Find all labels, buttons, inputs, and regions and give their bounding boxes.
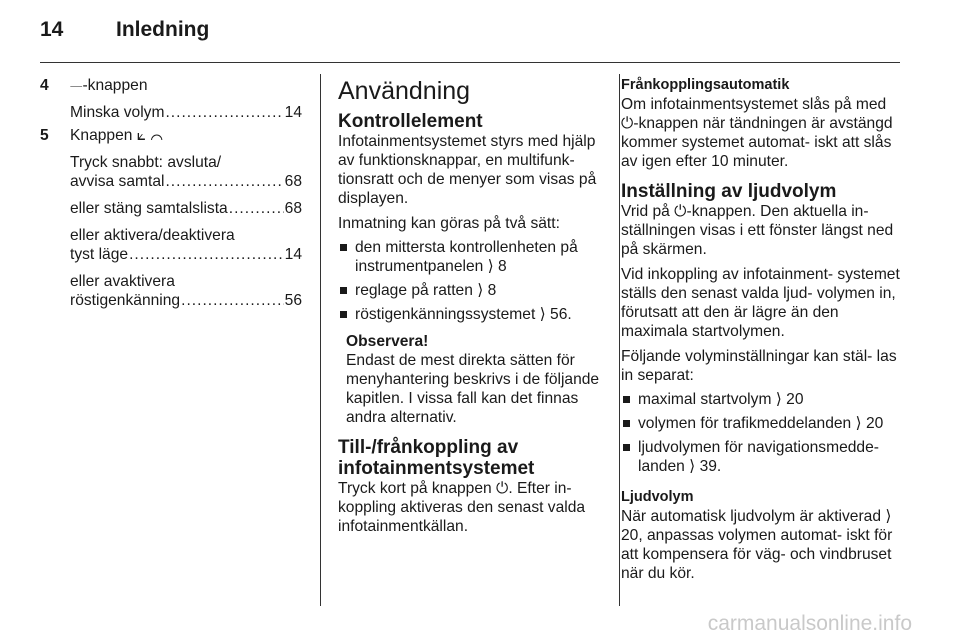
legend-number: 5 [40,127,49,144]
list-item: den mittersta kontrollenheten på instrumentpanelen ⟩ 8 [338,238,602,276]
column-divider-2 [619,74,620,606]
toc-line: röstigenkänning ..... 56 [70,291,302,310]
heading-ljudvolym-installning: Inställning av ljudvolym [621,181,837,202]
list-item: röstigenkänningssystemet ⟩ 56. [338,305,602,324]
bullet-list [621,390,903,476]
paragraph: Om infotainmentsystemet slås på med ⏻-knappen när tändningen är avstängd kommer systemet automat- iskt att slås av igen efter 10 minuter. [621,96,893,170]
toc-line: avvisa samtal ..... 68 [70,172,302,191]
bullet-list [338,238,602,324]
heading-franskopplingsautomatik: Frånkopplingsautomatik [621,77,790,93]
paragraph: Inmatning kan göras på två sätt: [338,215,560,232]
list-item: maximal startvolym ⟩ 20 [621,390,903,409]
paragraph: När automatisk ljudvolym är aktiverad ⟩ 20, anpassas volymen automat- iskt för att kompensera för väg- och vindbruset när du kör. [621,508,893,582]
page-number: 14 [40,18,64,41]
list-item: reglage på ratten ⟩ 8 [338,281,602,300]
legend-item-4 [40,76,302,122]
column-legend [40,76,302,310]
legend-item-5: 5 Knappen ⟀ ⌒ Tryck snabbt: avsluta/ avvisa samtal ..... 68 eller stäng samtalslista ..... 68 eller aktivera/deaktivera tyst läge ..... 14 eller avaktivera röstigenkänning ..... 56 [40,126,302,310]
header-rule [40,62,900,63]
page-title: Inledning [116,18,210,41]
note-body: Endast de mest direkta sätten för menyhantering beskrivs i de följande kapitlen. I vissa fall kan det finnas andra alternativ. [346,352,600,426]
list-item: volymen för trafikmeddelanden ⟩ 20 [621,414,903,433]
paragraph: Vrid på ⏻-knappen. Den aktuella in- ställningen visas i ett fönster längst ned på skärmen. [621,203,894,258]
legend-label: Knappen ⟀ ⌒ [70,127,163,144]
column-divider-1 [320,74,321,606]
paragraph: Följande volyminställningar kan stäl- las in separat: [621,348,897,384]
note-title: Observera! [346,333,429,350]
note-box [346,332,602,427]
paragraph: Vid inkoppling av infotainment- systemet ställs den senast valda ljud- volymen in, förutsatt att den är lägre än den maximala startvolymen. [621,266,900,340]
paragraph: Tryck kort på knappen ⏻. Efter in- koppling aktiveras den senast valda infotainmentkällan. [338,480,586,535]
section-title: Användning [338,77,471,105]
column-usage [338,76,602,536]
heading-kontrollelement: Kontrollelement [338,111,483,132]
heading-ljudvolym: Ljudvolym [621,489,694,505]
toc-line: eller stäng samtalslista ..... 68 [70,199,302,218]
toc-line: tyst läge ..... 14 [70,245,302,264]
heading-till-frankoppling: Till-/frånkoppling av infotainmentsystemet [338,437,535,479]
list-item: ljudvolymen för navigationsmedde- landen ⟩ 39. [621,438,903,476]
legend-number: 4 [40,77,49,94]
paragraph: Infotainmentsystemet styrs med hjälp av funktionsknappar, en multifunk- tionsratt och de menyer som visas på displayen. [338,133,597,207]
column-settings [621,76,903,583]
toc-line: Minska volym ..... 14 [70,103,302,122]
watermark: carmanualsonline.info [707,612,912,635]
legend-label: ⏤-knappen [70,77,148,94]
